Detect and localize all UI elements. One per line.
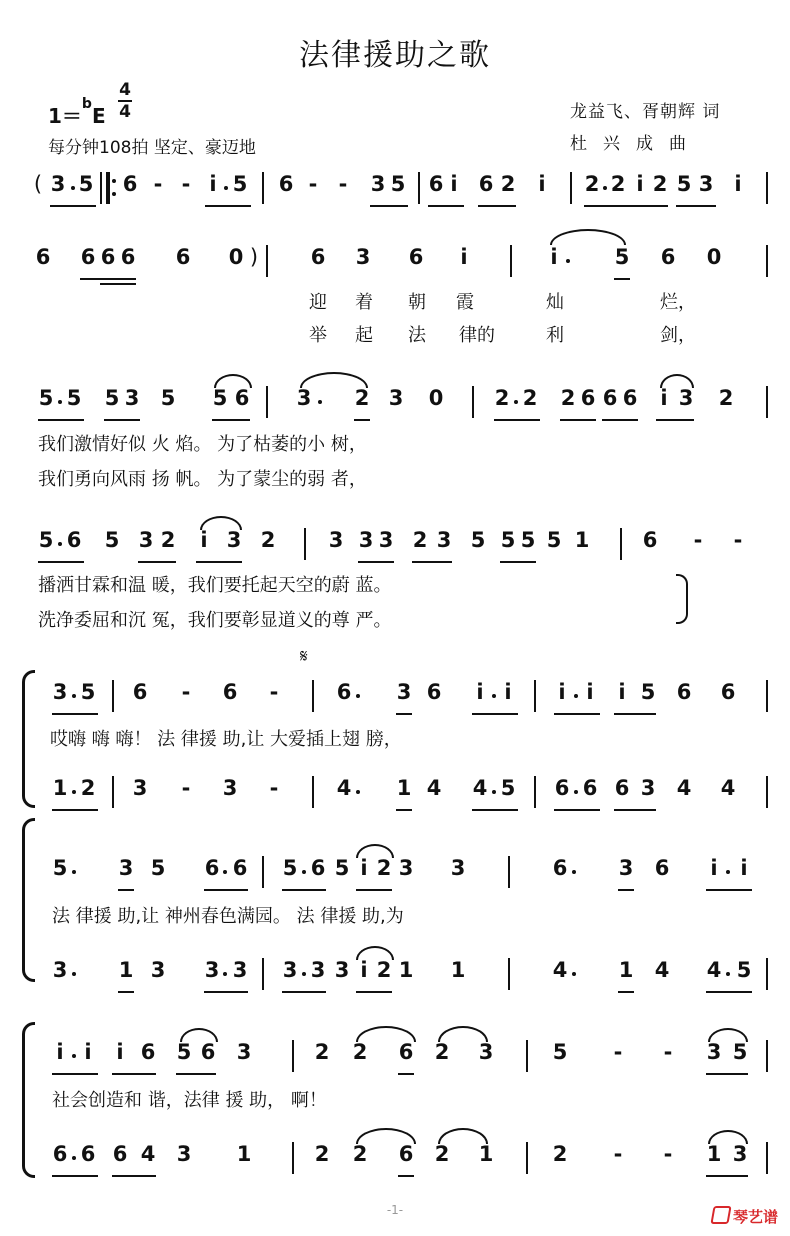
meter-bottom: 4 (119, 102, 131, 122)
piano-logo-icon (710, 1206, 731, 1224)
lyric-chorus-line2: 法 律援 助,让 神州春色满园。 法 律援 助,为 (52, 906, 404, 927)
time-signature (118, 80, 132, 122)
meter-top: 4 (119, 80, 131, 100)
watermark-logo: 琴艺谱 (712, 1206, 778, 1227)
composer-credit: 杜兴成曲 (570, 134, 702, 154)
lyricist-credit: 龙益飞、胥朝辉 词 (570, 102, 721, 122)
lyric-verse1-line2: 我们激情好似 火 焰。 为了枯萎的小 树， (38, 434, 367, 455)
notation-row-7: 5 3 5 6 6 5 6 5 i 2 3 3 6 3 6 i i (0, 856, 790, 896)
lyric-verse2-line2: 我们勇向风雨 扬 帆。 为了蒙尘的弱 者， (38, 469, 367, 490)
verse-bracket (676, 574, 688, 624)
lyric-verse1-line1: 迎 着 朝 霞 灿 烂， (309, 292, 696, 313)
notation-row-4: 5 6 5 3 2 i 3 2 3 3 3 2 3 5 5 5 5 1 6 - - (0, 528, 790, 568)
key-prefix: 1＝ (48, 104, 82, 128)
notation-row-5: 3 5 6 - 6 - 6 3 6 i i i i i 5 6 6 (0, 680, 790, 720)
notation-row-9: i i i 6 5 6 3 2 2 6 2 3 5 - - 3 5 (0, 1040, 790, 1080)
lyric-chorus-line3: 社会创造和 谐，法律 援 助， 啊！ (52, 1090, 327, 1111)
notation-row-2: 6 6 6 6 6 0 ) 6 3 6 i i 5 6 0 (0, 245, 790, 285)
notation-row-6: 1 2 3 - 3 - 4 1 4 4 5 6 6 6 3 4 4 (0, 776, 790, 816)
key-letter: E (91, 104, 106, 128)
page-number: -1- (386, 1203, 404, 1217)
key-signature (48, 96, 106, 129)
notation-row-10: 6 6 6 4 3 1 2 2 6 2 1 2 - - 1 3 (0, 1142, 790, 1182)
lyric-verse2-line1: 举 起 法 律的 利 剑， (309, 325, 696, 346)
notation-row-3: 5 5 5 3 5 5 6 3 2 3 0 2 2 2 6 6 6 i 3 2 (0, 386, 790, 426)
lyric-verse1-line3: 播洒甘霖和温 暖，我们要托起天空的蔚 蓝。 (38, 575, 392, 596)
lyric-chorus-line1: 哎嗨 嗨 嗨！ 法 律援 助,让 大爱插上翅 膀， (50, 729, 402, 750)
notation-row-8: 3 1 3 3 3 3 3 3 i 2 1 1 4 1 4 4 5 (0, 958, 790, 998)
flat-sign: b (81, 96, 92, 112)
segno-sign: 𝄋 (300, 646, 308, 667)
lyric-verse2-line3: 洗净委屈和沉 冤，我们要彰显道义的尊 严。 (38, 610, 392, 631)
page-title: 法律援助之歌 (299, 38, 491, 73)
tempo-marking: 每分钟108拍 坚定、豪迈地 (48, 138, 256, 158)
notation-row-1: ( 3 5 6 - - i 5 6 - - 3 5 6 i 6 2 i 2 2 i 2 5 3 i (0, 172, 790, 212)
